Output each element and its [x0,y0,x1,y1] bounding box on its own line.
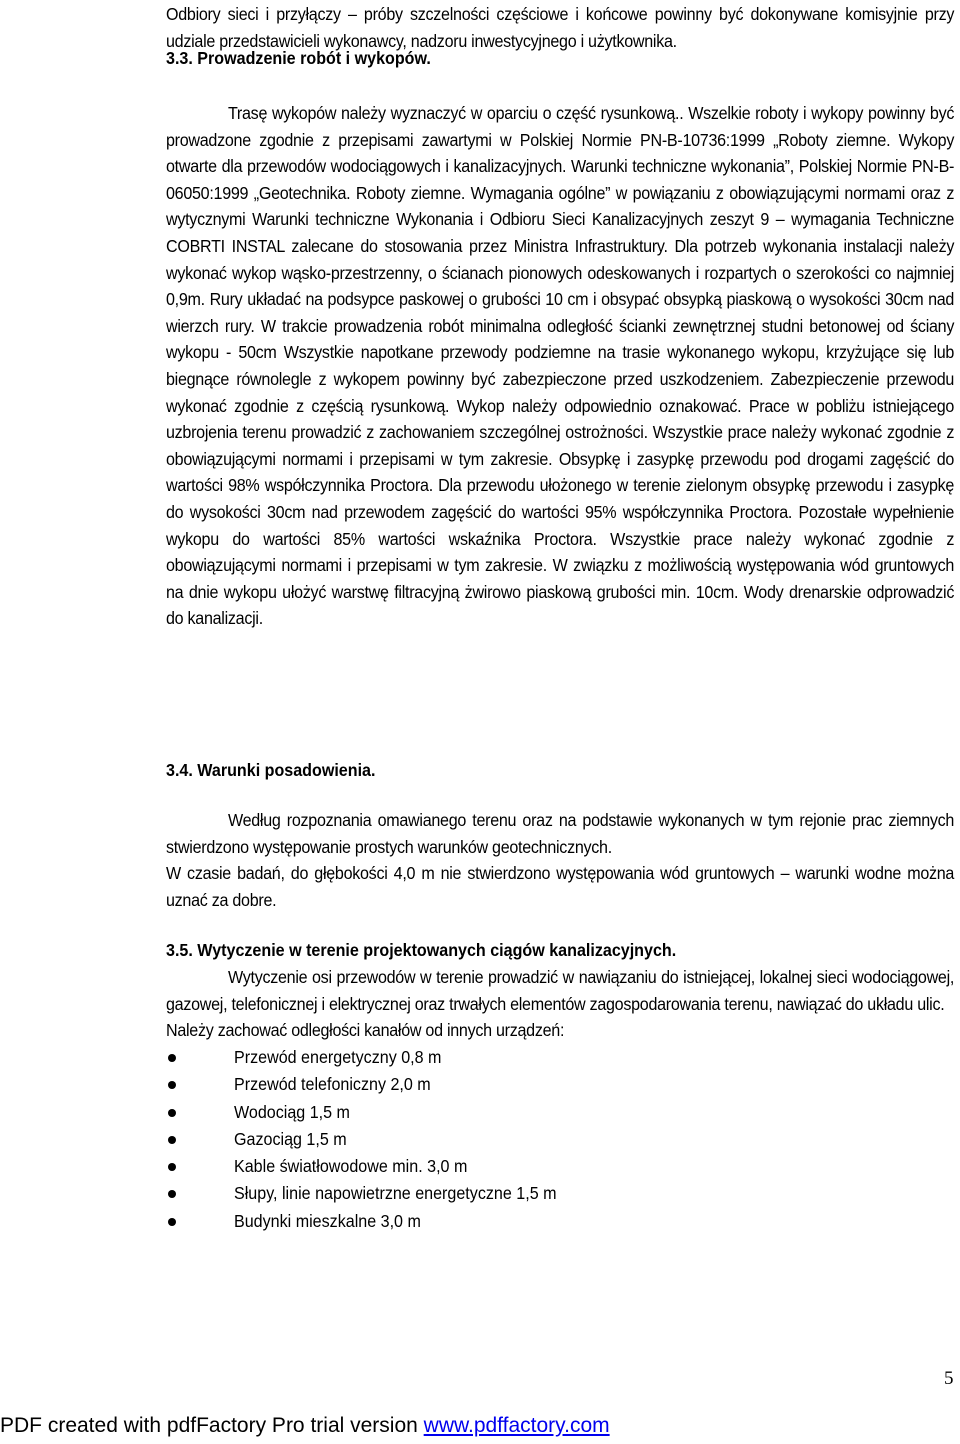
intro-paragraph [166,1,954,54]
pdf-footer [0,1414,610,1438]
section-3-4-paragraph-2: W czasie badań, do głębokości 4,0 m nie stwierdzono występowania wód gruntowych – warunki wodne można uznać za dobre. [166,863,955,910]
section-3-4-paragraph-1: Według rozpoznania omawianego terenu oraz na podstawie wykonanych w tym rejonie prac ziemnych stwierdzono występowanie prostych warunków geotechnicznych. [166,810,955,857]
section-3-3-paragraph [166,100,954,632]
list-item: Kable światłowodowe min. 3,0 m [166,1153,583,1180]
page-number: 5 [944,1368,954,1389]
bullet-icon [168,1136,176,1144]
section-3-5-body [166,964,954,1044]
bullet-icon [168,1218,176,1226]
section-3-3-text-part1: Trasę wykopów należy wyznaczyć w oparciu o część rysunkową.. Wszelkie roboty i wykopy powinny być prowadzone zgodnie z przepisami zawartymi w Polskiej Normie PN-B-10736:1999 „Roboty ziemne. [166,103,955,150]
section-3-5-paragraph-2: Należy zachować odległości kanałów od innych urządzeń: [166,1020,565,1041]
section-3-3-heading: 3.3. Prowadzenie robót i wykopów. [166,48,431,68]
intro-text: Odbiory sieci i przyłączy – próby szczelności częściowe i końcowe powinny być dokonywane komisyjnie przy udziale przedstawicieli wykonawcy, nadzoru inwestycyjnego i użytkownika. [166,4,955,51]
bullet-icon [168,1054,176,1062]
bullet-icon [168,1190,176,1198]
bullet-icon [168,1109,176,1117]
list-item: Gazociąg 1,5 m [166,1126,583,1153]
list-item: Przewód telefoniczny 2,0 m [166,1071,583,1098]
section-3-4-heading: 3.4. Warunki posadowienia. [166,760,376,780]
section-3-3-text-part2: Wykopy otwarte dla przewodów wodociągowych i kanalizacyjnych. Warunki techniczne wykonania”, Polskiej Normie PN-B-06050:1999 „Geotechnika. Roboty ziemne. Wymagania ogólne” w powiązaniu z obowiązującymi normami oraz z wytycznymi Warunki techniczne Wykonania i Odbioru Sieci Kanalizacyjnych zeszyt 9 – wymagania Techniczne COBRTI INSTAL zalecane do stosowania przez Ministra Infrastruktury. Dla potrzeb wykonania instalacji należy wykonać wykop wąsko-przestrzenny, o ścianach pionowych odeskowanych i rozpartych o szerokości co najmniej 0,9m. Rury układać na podsypce paskowej o grubości 10 cm i obsypać obsypką piaskową o wysokości 30cm nad wierzch rury. W trakcie prowadzenia robót minimalna odległość ścianki zewnętrznej studni betonowej od ściany wykopu - 50cm Wszystkie napotkane przewody podziemne na trasie wykonanego wykopu, krzyżujące się lub biegnące równolegle z wykopem powinny być zabezpieczone przed uszkodzeniem. Zabezpieczenie przewodu wykonać zgodnie z częścią rysunkową. Wykop należy odpowiednio oznakować. Prace w pobliżu istniejącego uzbrojenia terenu prowadzić z zachowaniem szczególnej ostrożności. Wszystkie prace należy wykonać zgodnie z obowiązującymi normami i przepisami w tym zakresie. Obsypkę i zasypkę przewodu pod drogami zagęścić do wartości 98% współczynnika Proctora. Dla przewodu ułożonego w terenie zielonym obsypkę przewodu i zasypkę do wysokości 30cm nad przewodem zagęścić do wartości 95% współczynnika Proctora. Pozostałe wypełnienie wykopu do wartości 85% wartości wskaźnika Proctora. Wszystkie prace należy wykonać zgodnie z obowiązującymi normami i przepisami w tym zakresie. W związku z możliwością występowania wód gruntowych na dnie wykopu ułożyć warstwę filtracyjną żwirowo piaskową grubości min. 10cm. Wody drenarskie odprowadzić do kanalizacji. [166,129,955,629]
section-3-4-body [166,807,954,913]
footer-text: PDF created with pdfFactory Pro trial version [0,1414,424,1437]
section-3-5-heading: 3.5. Wytyczenie w terenie projektowanych ciągów kanalizacyjnych. [166,940,677,960]
bullet-icon [168,1163,176,1171]
section-3-5-paragraph-1: Wytyczenie osi przewodów w terenie prowadzić w nawiązaniu do istniejącej, lokalnej sieci wodociągowej, gazowej, telefonicznej i elektrycznej oraz trwałych elementów zagospodarowania terenu, nawiązać do układu ulic. [166,967,955,1014]
bullet-icon [168,1081,176,1089]
footer-link[interactable]: www.pdffactory.com [423,1414,610,1437]
list-item: Przewód energetyczny 0,8 m [166,1044,583,1071]
distance-list [166,1044,583,1235]
list-item: Wodociąg 1,5 m [166,1099,583,1126]
list-item: Budynki mieszkalne 3,0 m [166,1208,583,1235]
list-item: Słupy, linie napowietrzne energetyczne 1,5 m [166,1180,583,1207]
section-3-3-body [166,100,954,632]
